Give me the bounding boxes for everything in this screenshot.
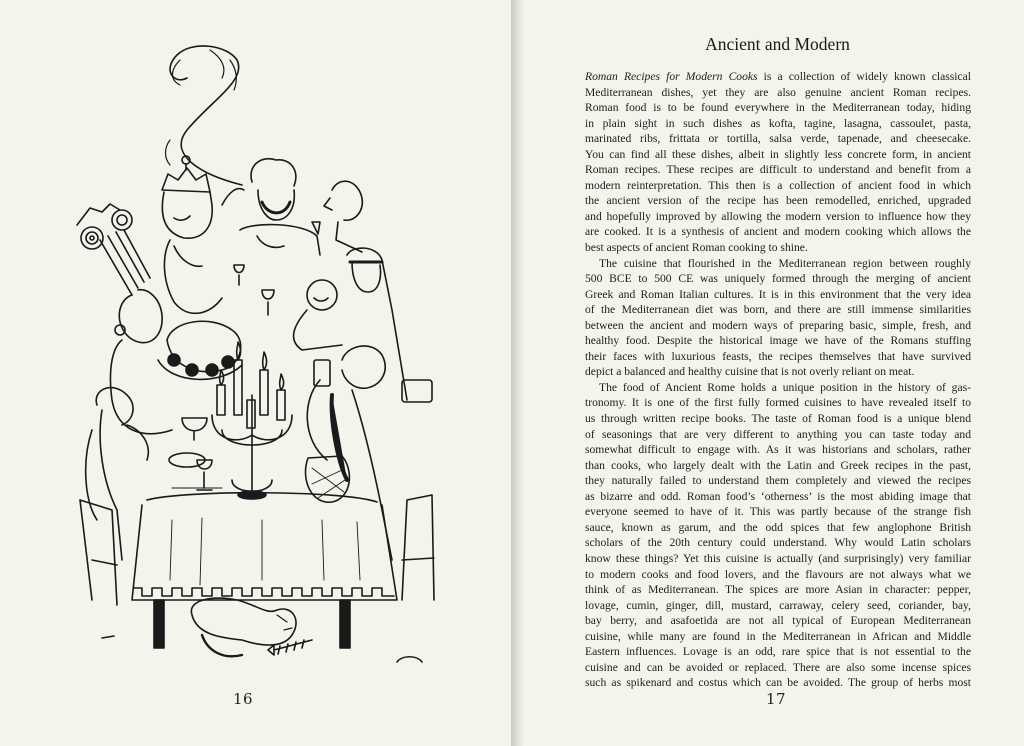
child-figure [294, 280, 342, 350]
text-line: sauce, known as garum, and the odd spices that few anglophone British [585, 520, 971, 534]
text-line: their faces with luxurious feasts, the recipes themselves that have survived [585, 349, 971, 363]
text-line: Roman food is to be found everywhere in the Mediterranean today, hiding [585, 101, 971, 115]
text-line: Roman recipes. These recipes are difficult to understand and benefit from a [585, 163, 971, 177]
body-text [585, 69, 971, 691]
page-number-right: 17 [766, 690, 787, 708]
text-line: such as spikenard and costus which can be avoided. The group of herbs most [585, 676, 971, 690]
phone-photographer-figure [305, 346, 392, 560]
text-line-rest: is a collection of widely known classical [757, 70, 971, 83]
text-line: us through written recipe books. The taste of Roman food is a unique blend [585, 412, 971, 426]
text-line: lovage, cumin, ginger, dill, mustard, carraway, celery seed, coriander, bay, [585, 598, 971, 612]
fishbone-icon [268, 640, 312, 655]
text-line: everyone seemed to have of it. This was partly because of the strange fish [585, 505, 971, 519]
text-line: as bizarre and odd. Roman food’s ‘otherness’ is the most abiding image that [585, 489, 971, 503]
text-line: Mediterranean dishes, yet they are also genuine ancient Roman recipes. [585, 85, 971, 99]
text-line: cuisine and can be avoided or replaced. There are also some incense spices [585, 660, 971, 674]
column-headdress-figure [77, 204, 172, 434]
text-line: Greek and Roman Italian cultures. It is in this environment that the very idea [585, 287, 971, 301]
smoke-swirl-icon [166, 46, 243, 185]
text-line: best aspects of ancient Roman cooking to shine. [585, 241, 808, 255]
text-line: The cuisine that flourished in the Mediterranean region between roughly [599, 256, 971, 270]
text-line: healthy food. Despite the historical image we have of the Romans stuffing [585, 334, 971, 348]
crumb [397, 657, 422, 662]
text-line: in plain sight in such dishes as kofta, tagine, lasagna, cassoulet, pasta, [585, 116, 971, 130]
book-title-italic: Roman Recipes for Modern Cooks [585, 70, 758, 83]
text-line: cuisine, while many are found in the Mediterranean in African and Middle [585, 629, 971, 643]
text-line: depict a balanced and healthy cuisine that is not overly reliant on meat. [585, 365, 915, 379]
text-line: are cooked. It is a synthesis of ancient and modern cooking which allows the [585, 225, 971, 239]
left-page [0, 0, 511, 746]
roast-pig [158, 321, 242, 379]
text-line: than cooks, who largely dealt with the Latin and Greek recipes in the past, [585, 458, 971, 472]
text-line: they naturally failed to understand them completely and viewed the recipes [585, 474, 971, 488]
text-line [585, 69, 971, 85]
text-line: The food of Ancient Rome holds a unique position in the history of gas- [599, 380, 971, 394]
text-line: tronomy. It is one of the first fully formed cuisines to have revealed itself to [585, 396, 971, 410]
text-line: scholars of the 20th century could understand. Why would Latin scholars [585, 536, 971, 550]
text-line: and hopefully improved by allowing the modern version to influence how they [585, 209, 971, 223]
book-gutter [511, 0, 523, 746]
text-line: bay berry, and asafoetida are not all typical of European Mediterranean [585, 614, 971, 628]
page-number-left: 16 [233, 690, 254, 708]
text-line: Eastern influences. Lovage is an odd, rare spice that is not essential to the [585, 645, 971, 659]
text-line: between the ancient and modern ways of preparing basic, simple, fresh, and [585, 318, 971, 332]
text-line: modern reinterpretation. This then is a collection of ancient food in which [585, 178, 971, 192]
crowned-figure [162, 156, 244, 313]
text-line: 500 BCE to 500 CE was uniquely formed through the merging of ancient [585, 272, 971, 286]
text-line: think of as Mediterranean. The spices are more Asian in character: pepper, [585, 583, 971, 597]
text-line: to modern cooks and food lovers, and the flavours are not always what we [585, 567, 971, 581]
chapter-heading: Ancient and Modern [705, 34, 850, 54]
roman-banquet-illustration [62, 40, 457, 665]
text-line: somewhat difficult to engage with. As it was historians and scholars, rather [585, 443, 971, 457]
text-line: marinated ribs, frittata or tortilla, salsa verde, tapenade, and cheesecake. [585, 132, 971, 146]
text-line: the ancient version of the recipe has been remodelled, enriched, upgraded [585, 194, 971, 208]
gray-haired-woman-figure [312, 181, 362, 252]
veiled-woman-figure [347, 248, 407, 400]
crumb [102, 636, 114, 638]
text-line: You can find all these dishes, albeit in slightly less concrete form, in ancient [585, 147, 971, 161]
bearded-man-figure [240, 159, 320, 255]
text-line: of seasonings that are very different to anything you can taste today and [585, 427, 971, 441]
text-line: of the Mediterranean diet was born, and there are still immense similarities [585, 303, 971, 317]
banquet-table [132, 493, 397, 648]
text-line: know these things? Yet this cuisine is actually (and surprisingly) very familiar [585, 551, 971, 565]
